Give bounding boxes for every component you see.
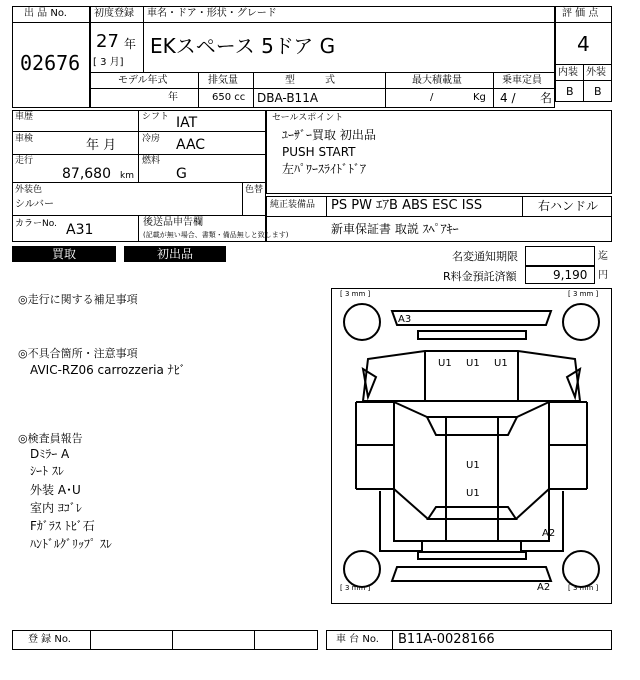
- shift-value: IAT: [176, 115, 198, 131]
- sales-point-line-1: ﾕｰｻﾞｰ買取 初出品: [282, 128, 376, 142]
- interior-grade: B: [566, 85, 574, 98]
- title-change-deadline-unit: 迄: [598, 251, 608, 262]
- tire-depth-bottom-left: [ 3 mm ]: [340, 584, 371, 592]
- title-change-deadline-field: [525, 246, 595, 266]
- late-doc-note: (記載が無い場合、書類・備品無しと致します): [143, 231, 289, 239]
- score-label: 評 価 点: [562, 8, 599, 19]
- damage-diagram: [331, 288, 612, 604]
- equipment-items: PS PW ｴｱB ABS ESC ISS: [331, 198, 483, 213]
- tire-depth-bottom-right: [ 3 mm ]: [568, 584, 599, 592]
- color-number-value: A31: [66, 222, 94, 238]
- interior-grade-label: 内装: [558, 67, 578, 78]
- lot-number-label: 出 品 No.: [24, 8, 67, 19]
- equipment-label: 純正装備品: [270, 200, 316, 210]
- inspector-line-4: 室内 ﾖｺﾞﾚ: [30, 501, 82, 515]
- cooler-value: AAC: [176, 137, 206, 153]
- warranty-items: 新車保証書 取説 ｽﾍﾟｱｷｰ: [331, 222, 459, 236]
- inspector-report-title: ◎検査員報告: [18, 432, 83, 445]
- damage-mark-hood-right: U1: [494, 358, 508, 369]
- inspector-line-3: 外装 A･U: [30, 483, 81, 497]
- max-load-unit: Kg: [473, 92, 486, 103]
- fuel-label: 燃料: [142, 156, 161, 166]
- badge-buyback: 買取: [12, 246, 116, 262]
- badge-first-listing: 初出品: [124, 246, 226, 262]
- mileage-unit: km: [120, 171, 134, 181]
- model-year-value: 年: [168, 92, 178, 103]
- sales-point-label: セールスポイント: [272, 113, 344, 123]
- late-doc-label: 後送品申告欄: [143, 217, 203, 228]
- recycle-fee-amount: 9,190: [553, 268, 588, 282]
- driving-remarks-title: ◎走行に関する補足事項: [18, 293, 138, 306]
- defect-remarks-title: ◎不具合箇所・注意事項: [18, 347, 138, 360]
- exterior-color-value: シルバー: [15, 199, 55, 210]
- max-load-slash: /: [430, 92, 434, 103]
- model-code-value: DBA-B11A: [257, 91, 319, 105]
- displacement-header: 排気量: [208, 75, 238, 86]
- inspection-value: 年 月: [86, 138, 117, 153]
- color-change-label: 色替: [245, 185, 264, 195]
- tire-depth-top-right: [ 3 mm ]: [568, 290, 599, 298]
- mileage-label: 走行: [15, 156, 34, 166]
- registration-number-label: 登 録 No.: [28, 634, 71, 645]
- first-registration-year: 27: [96, 31, 119, 52]
- sales-point-line-3: 左ﾊﾟﾜｰｽﾗｲﾄﾞﾄﾞｱ: [282, 162, 367, 176]
- defect-remark-line-1: AVIC-RZ06 carrozzeria ﾅﾋﾞ: [30, 363, 186, 377]
- sales-point-line-2: PUSH START: [282, 145, 356, 159]
- model-year-header: モデル年式: [118, 75, 168, 86]
- first-registration-label: 初度登録: [94, 8, 134, 19]
- inspector-line-6: ﾊﾝﾄﾞﾙｸﾞﾘｯﾌﾟ ｽﾚ: [30, 537, 112, 551]
- damage-mark-front-bumper: A3: [398, 314, 412, 325]
- displacement-value: 650 cc: [212, 92, 246, 103]
- history-label: 車歴: [15, 112, 34, 122]
- shift-label: シフト: [142, 112, 170, 122]
- steering-side: 右ハンドル: [538, 199, 599, 213]
- capacity-value: 4 /: [500, 91, 516, 105]
- inspector-line-1: Dﾐﾗｰ A: [30, 447, 70, 461]
- chassis-number-label: 車 台 No.: [336, 634, 379, 645]
- recycle-fee-unit: 円: [598, 270, 608, 281]
- score-value: 4: [577, 32, 590, 56]
- tire-depth-top-left: [ 3 mm ]: [340, 290, 371, 298]
- chassis-number: B11A-0028166: [398, 632, 495, 647]
- exterior-grade: B: [594, 85, 602, 98]
- max-load-header: 最大積載量: [412, 75, 462, 86]
- car-outline-diagram: [332, 289, 611, 603]
- cooler-label: 冷房: [142, 134, 161, 144]
- capacity-unit: 名: [540, 91, 553, 105]
- first-registration-month: [ 3 月]: [93, 57, 124, 68]
- inspection-label: 車検: [15, 134, 34, 144]
- title-change-deadline-label: 名変通知期限: [452, 250, 518, 263]
- damage-mark-hood-left: U1: [438, 358, 452, 369]
- damage-mark-roof-front: U1: [466, 460, 480, 471]
- car-name-label: 車名・ドア・形状・グレード: [147, 8, 277, 19]
- fuel-value: G: [176, 166, 187, 182]
- color-number-label: カラーNo.: [15, 219, 57, 229]
- damage-mark-rear-quarter: A2: [542, 528, 556, 539]
- year-unit: 年: [124, 37, 137, 51]
- car-name: EKスペース 5ドア G: [150, 34, 336, 58]
- exterior-grade-label: 外装: [586, 67, 606, 78]
- capacity-header: 乗車定員: [502, 75, 542, 86]
- damage-mark-hood-center: U1: [466, 358, 480, 369]
- damage-mark-rear-bumper: A2: [537, 582, 551, 593]
- exterior-color-label: 外装色: [15, 185, 43, 195]
- inspector-line-2: ｼｰﾄ ｽﾚ: [30, 464, 64, 478]
- damage-mark-roof-rear: U1: [466, 488, 480, 499]
- recycle-fee-label: R料金預託済額: [443, 270, 517, 283]
- model-code-header: 型 式: [285, 75, 335, 86]
- inspector-line-5: Fｶﾞﾗｽ ﾄﾋﾞ石: [30, 519, 95, 533]
- lot-number: 02676: [20, 51, 81, 75]
- mileage-value: 87,680: [62, 166, 111, 182]
